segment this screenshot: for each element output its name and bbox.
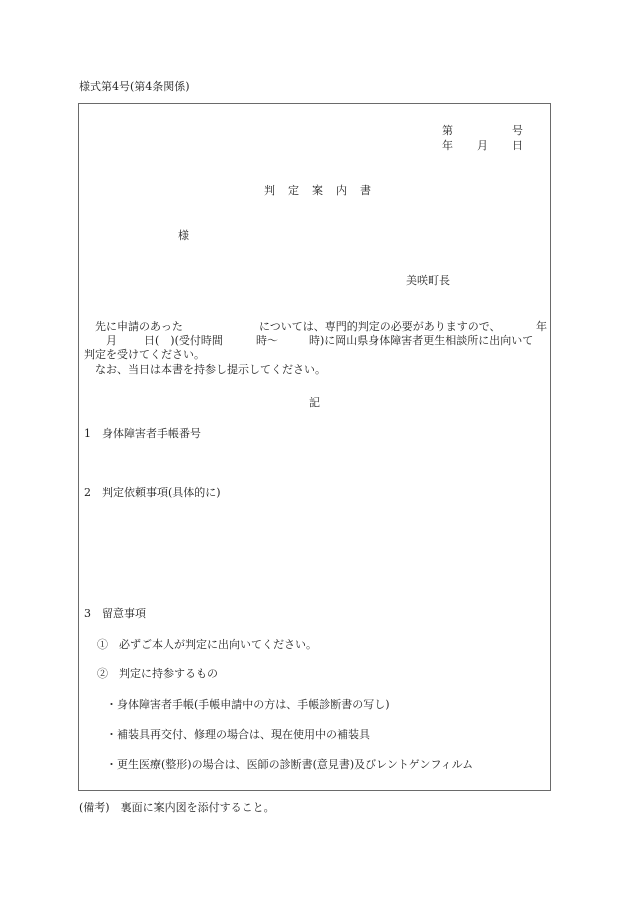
note-2: ② 判定に持参するもの: [97, 667, 218, 680]
body-line2-b: 日( )(受付時間: [144, 334, 223, 347]
body-line1-a: 先に申請のあった: [95, 320, 183, 333]
ki-label: 記: [309, 396, 320, 409]
remarks: (備考) 裏面に案内図を添付すること。: [79, 801, 275, 814]
item-2-label: 判定依頼事項(具体的に): [102, 486, 221, 499]
body-line1-c: 年: [536, 320, 547, 333]
item-1-number: 1: [84, 427, 91, 440]
body-line2-c: 時～: [256, 334, 278, 347]
date-month: 月: [477, 139, 488, 152]
date-day: 日: [512, 139, 523, 152]
bullet-2: ・補装具再交付、修理の場合は、現在使用中の補装具: [106, 728, 370, 741]
body-line2-d: 時)に岡山県身体障害者更生相談所に出向いて: [309, 334, 534, 347]
note-1: ① 必ずご本人が判定に出向いてください。: [97, 638, 317, 651]
form-box: [78, 103, 551, 791]
body-line1-b: については、専門的判定の必要がありますので、: [259, 320, 501, 333]
date-year: 年: [442, 139, 453, 152]
number-suffix: 号: [512, 124, 523, 137]
body-line2-a: 月: [106, 334, 117, 347]
body-line3: 判定を受けてください。: [84, 348, 205, 361]
item-2-number: 2: [84, 486, 91, 499]
body-line4: なお、当日は本書を持参し提示してください。: [95, 363, 326, 376]
item-3-label: 留意事項: [102, 607, 146, 620]
issuer: 美咲町長: [406, 274, 450, 287]
addressee-suffix: 様: [178, 229, 189, 242]
document-title: 判 定 案 内 書: [264, 184, 372, 197]
number-prefix: 第: [442, 124, 453, 137]
bullet-3: ・更生医療(整形)の場合は、医師の診断書(意見書)及びレントゲンフィルム: [106, 758, 474, 771]
item-1-label: 身体障害者手帳番号: [102, 427, 201, 440]
form-number-label: 様式第4号(第4条関係): [79, 80, 190, 93]
item-3-number: 3: [84, 607, 91, 620]
bullet-1: ・身体障害者手帳(手帳申請中の方は、手帳診断書の写し): [106, 698, 390, 711]
